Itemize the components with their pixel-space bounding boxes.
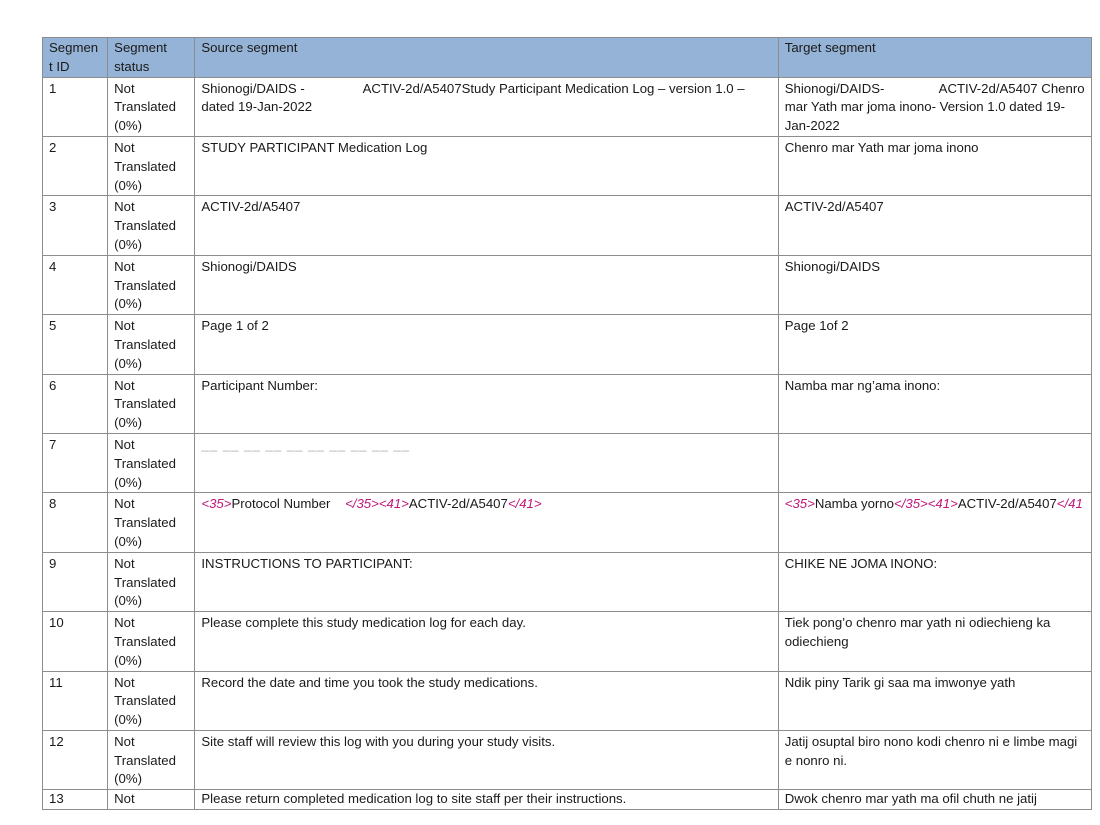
table-row[interactable] — [43, 671, 1092, 730]
tag-open-35: <35> — [201, 496, 232, 512]
target-segment-cell[interactable]: ACTIV-2d/A5407 — [778, 196, 1091, 255]
segment-table-container — [42, 37, 1092, 807]
source-segment-cell[interactable]: __ __ __ __ __ __ __ __ __ __ — [195, 433, 778, 492]
segment-id-cell: 6 — [43, 374, 108, 433]
target-segment-cell[interactable]: Shionogi/DAIDS- ACTIV-2d/A5407 Chenro mar Yath mar joma inono- Version 1.0 dated 19-Jan-2022 — [778, 77, 1091, 136]
table-row[interactable] — [43, 136, 1092, 195]
segment-id-cell: 13 — [43, 790, 108, 810]
segment-status-cell: Not Translated (0%) — [108, 255, 195, 314]
table-row[interactable] — [43, 790, 1092, 810]
segment-text: ACTIV-2d/A5407 — [957, 496, 1057, 512]
target-segment-cell[interactable]: Page 1of 2 — [778, 315, 1091, 374]
target-segment-cell[interactable]: Dwok chenro mar yath ma ofil chuth ne jatij — [778, 790, 1091, 810]
source-segment-cell[interactable]: Participant Number: — [195, 374, 778, 433]
source-segment-cell[interactable]: Record the date and time you took the study medications. — [195, 671, 778, 730]
table-row[interactable] — [43, 730, 1092, 789]
table-row[interactable] — [43, 77, 1092, 136]
tag-close-41: </41 — [1056, 496, 1083, 512]
tag-close-35-open-41: </35><41> — [345, 496, 409, 512]
segment-status-cell: Not Translated (0%) — [108, 433, 195, 492]
source-segment-cell[interactable]: Shionogi/DAIDS — [195, 255, 778, 314]
table-row[interactable] — [43, 255, 1092, 314]
table-row[interactable] — [43, 552, 1092, 611]
header-target-segment: Target segment — [778, 38, 1091, 78]
target-segment-cell[interactable]: Namba mar ng’ama inono: — [778, 374, 1091, 433]
table-row[interactable] — [43, 433, 1092, 492]
source-segment-cell[interactable]: Please complete this study medication log for each day. — [195, 612, 778, 671]
segment-status-cell: Not Translated (0%) — [108, 552, 195, 611]
source-segment-cell[interactable] — [195, 493, 778, 552]
target-segment-cell[interactable]: Shionogi/DAIDS — [778, 255, 1091, 314]
target-segment-cell[interactable]: Chenro mar Yath mar joma inono — [778, 136, 1091, 195]
table-row[interactable] — [43, 493, 1092, 552]
target-segment-cell[interactable]: Jatij osuptal biro nono kodi chenro ni e limbe magi e nonro ni. — [778, 730, 1091, 789]
segment-text: ACTIV-2d/A5407 — [408, 496, 508, 512]
segment-status-cell: Not Translated (0%) — [108, 196, 195, 255]
table-row[interactable] — [43, 315, 1092, 374]
source-segment-cell[interactable]: Please return completed medication log to site staff per their instructions. — [195, 790, 778, 810]
segment-status-cell: Not Translated (0%) — [108, 374, 195, 433]
target-segment-cell[interactable] — [778, 493, 1091, 552]
source-segment-cell[interactable]: ACTIV-2d/A5407 — [195, 196, 778, 255]
segment-text: Namba yorno — [814, 496, 894, 512]
segment-status-cell: Not Translated (0%) — [108, 493, 195, 552]
tag-close-41: </41> — [507, 496, 542, 512]
table-row[interactable] — [43, 374, 1092, 433]
segment-status-cell: Not Translated (0%) — [108, 730, 195, 789]
segment-id-cell: 4 — [43, 255, 108, 314]
source-segment-cell[interactable]: Shionogi/DAIDS - ACTIV-2d/A5407Study Participant Medication Log – version 1.0 – dated 19-Jan-2022 — [195, 77, 778, 136]
tag-open-35: <35> — [784, 496, 815, 512]
header-segment-status: Segment status — [108, 38, 195, 78]
source-segment-cell[interactable]: Page 1 of 2 — [195, 315, 778, 374]
target-segment-cell[interactable]: Tiek pong’o chenro mar yath ni odiechieng ka odiechieng — [778, 612, 1091, 671]
table-row[interactable] — [43, 196, 1092, 255]
tag-close-35-open-41: </35><41> — [894, 496, 958, 512]
source-segment-cell[interactable]: STUDY PARTICIPANT Medication Log — [195, 136, 778, 195]
segment-id-cell: 11 — [43, 671, 108, 730]
segment-status-cell: Not Translated (0%) — [108, 77, 195, 136]
segment-id-cell: 12 — [43, 730, 108, 789]
segment-id-cell: 2 — [43, 136, 108, 195]
segment-id-cell: 7 — [43, 433, 108, 492]
segment-status-cell: Not Translated (0%) — [108, 612, 195, 671]
segment-text: Protocol Number — [231, 496, 342, 512]
segment-status-cell: Not Translated (0%) — [108, 671, 195, 730]
segment-id-cell: 5 — [43, 315, 108, 374]
table-row[interactable] — [43, 612, 1092, 671]
header-segment-id: Segment ID — [43, 38, 108, 78]
header-row — [43, 38, 1092, 78]
header-source-segment: Source segment — [195, 38, 778, 78]
segment-status-cell: Not Translated (0%) — [108, 315, 195, 374]
segment-id-cell: 1 — [43, 77, 108, 136]
segment-status-cell: Not Translated (0%) — [108, 136, 195, 195]
segment-id-cell: 9 — [43, 552, 108, 611]
target-segment-cell[interactable]: CHIKE NE JOMA INONO: — [778, 552, 1091, 611]
segment-id-cell: 8 — [43, 493, 108, 552]
segment-id-cell: 3 — [43, 196, 108, 255]
target-segment-cell[interactable] — [778, 433, 1091, 492]
target-segment-cell[interactable]: Ndik piny Tarik gi saa ma imwonye yath — [778, 671, 1091, 730]
source-segment-cell[interactable]: Site staff will review this log with you during your study visits. — [195, 730, 778, 789]
segment-id-cell: 10 — [43, 612, 108, 671]
segment-status-cell: Not — [108, 790, 195, 810]
source-segment-cell[interactable]: INSTRUCTIONS TO PARTICIPANT: — [195, 552, 778, 611]
segment-table — [42, 37, 1092, 810]
